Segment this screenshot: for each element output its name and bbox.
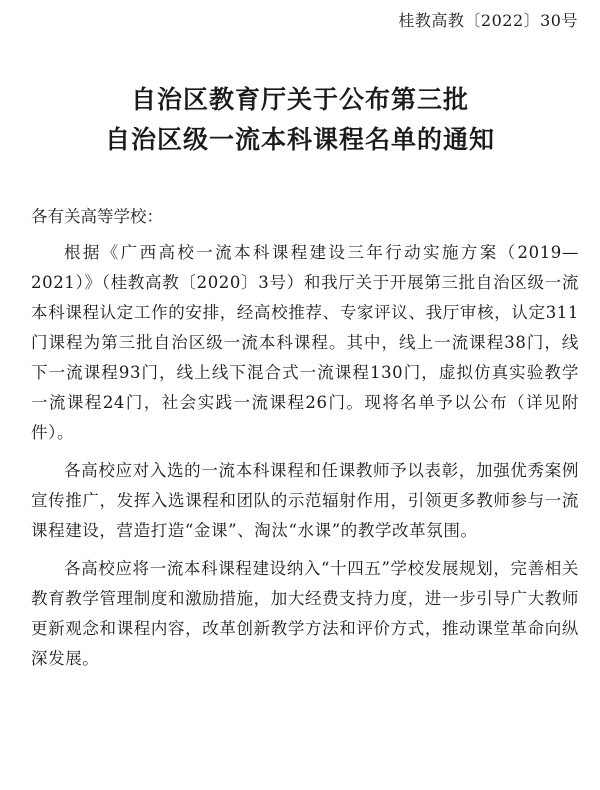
salutation: 各有关高等学校： bbox=[31, 207, 163, 226]
document-title bbox=[0, 80, 600, 160]
body-paragraph-3: 各高校应将一流本科课程建设纳入“十四五”学校发展规划，完善相关教育教学管理制度和激励措施，加大经费支持力度，进一步引导广大教师更新观念和课程内容，改革创新教学方法和评价方式，推动课堂革命向纵深发展。 bbox=[31, 559, 579, 668]
title-line-2: 自治区级一流本科课程名单的通知 bbox=[104, 125, 495, 154]
body-paragraph-2: 各高校应对入选的一流本科课程和任课教师予以表彰，加强优秀案例宣传推广，发挥入选课程和团队的示范辐射作用，引领更多教师参与一流课程建设，营造打造“金课”、淘汰“水课”的教学改革氛围。 bbox=[31, 461, 579, 540]
document-body bbox=[31, 202, 579, 682]
title-line-1: 自治区教育厅关于公布第三批 bbox=[130, 85, 469, 114]
document-number: 桂教高教〔2022〕30号 bbox=[398, 11, 578, 30]
body-paragraph-1: 根据《广西高校一流本科课程建设三年行动实施方案（2019—2021）》（桂教高教〔2020〕3号）和我厅关于开展第三批自治区级一流本科课程认定工作的安排，经高校推荐、专家评议、我厅审核，认定311门课程为第三批自治区级一流本科课程。其中，线上一流课程38门，线下一流课程93门，线上线下混合式一流课程130门，虚拟仿真实验教学一流课程24门，社会实践一流课程26门。现将名单予以公布（详见附件）。 bbox=[31, 243, 579, 442]
